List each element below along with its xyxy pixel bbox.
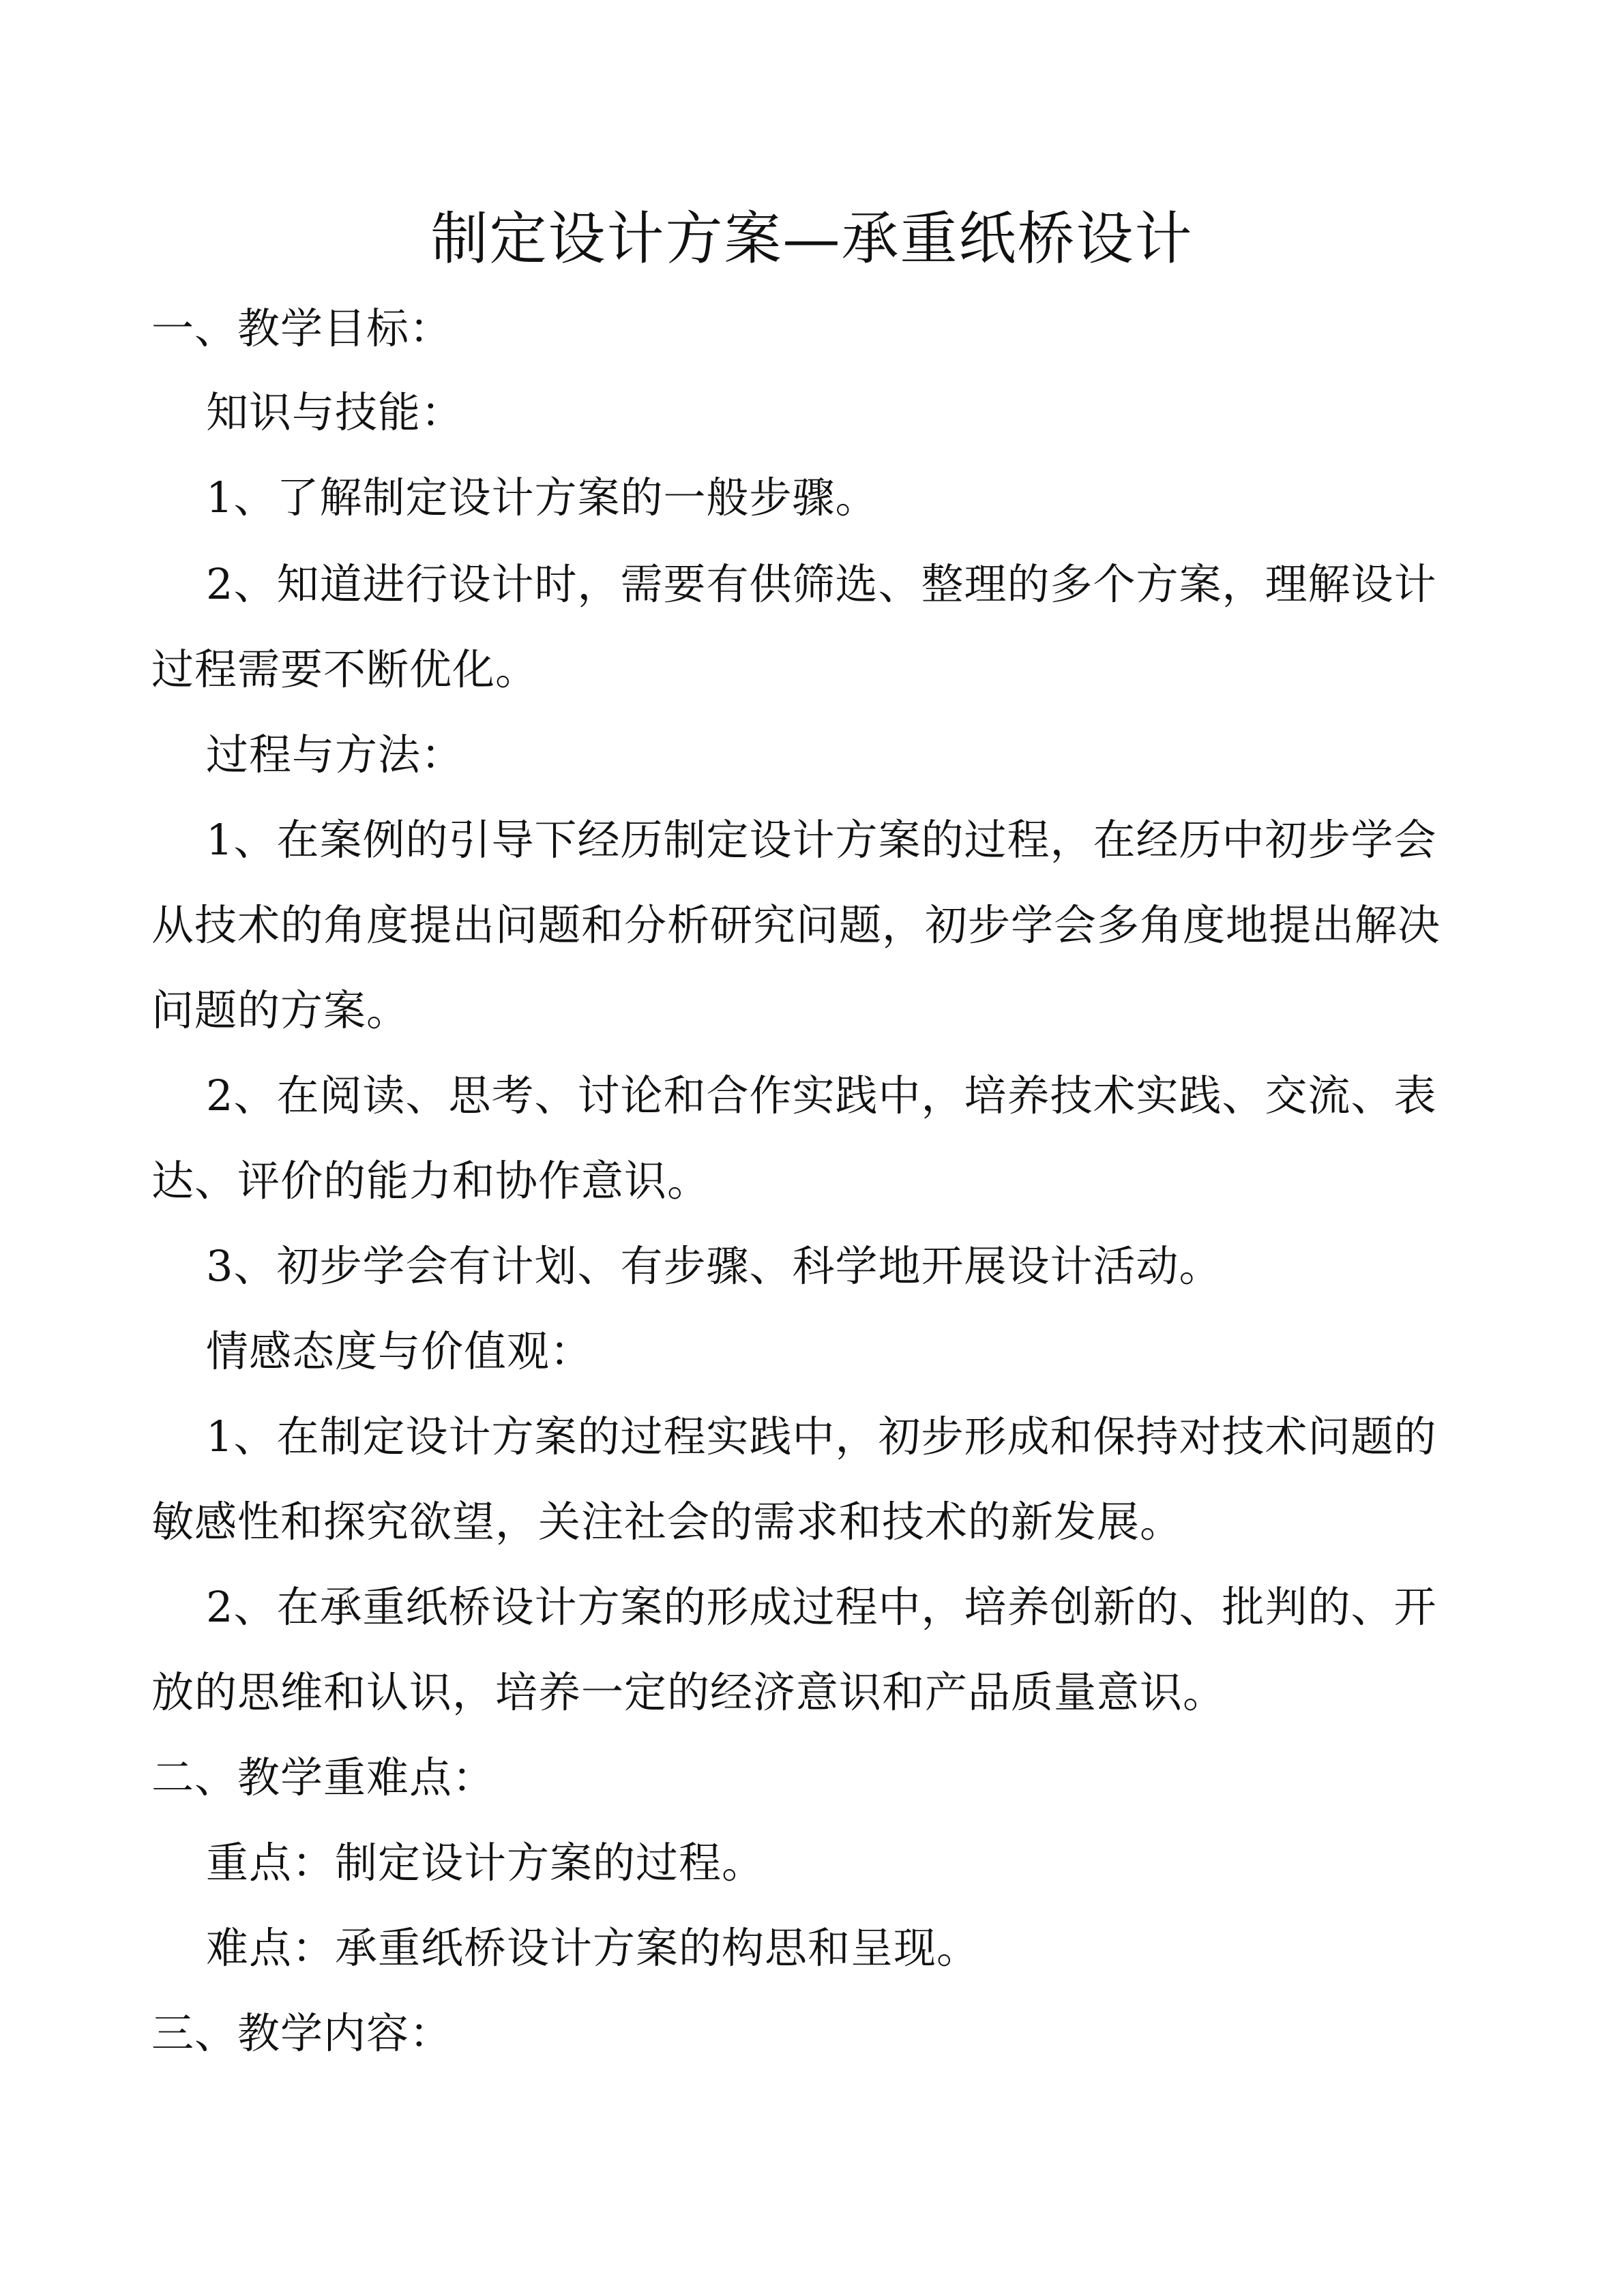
section-heading-teaching-content: 三、教学内容： <box>151 2008 453 2058</box>
section-heading-key-difficult-points: 二、教学重难点： <box>151 1753 496 1802</box>
paragraph-line: 放的思维和认识，培养一定的经济意识和产品质量意识。 <box>151 1667 1226 1717</box>
paragraph-line: 1、在案例的引导下经历制定设计方案的过程，在经历中初步学会 <box>206 815 1437 865</box>
subheading-process-methods: 过程与方法： <box>206 730 464 779</box>
subheading-knowledge-skills: 知识与技能： <box>206 387 464 437</box>
paragraph-line: 过程需要不断优化。 <box>151 644 539 694</box>
paragraph-line: 2、在阅读、思考、讨论和合作实践中，培养技术实践、交流、表 <box>206 1071 1437 1120</box>
paragraph-line: 敏感性和探究欲望，关注社会的需求和技术的新发展。 <box>151 1497 1183 1547</box>
paragraph-line: 2、在承重纸桥设计方案的形成过程中，培养创新的、批判的、开 <box>206 1582 1437 1632</box>
paragraph-line: 问题的方案。 <box>151 985 410 1035</box>
paragraph-line: 从技术的角度提出问题和分析研究问题，初步学会多角度地提出解决 <box>151 900 1441 950</box>
paragraph-line: 重点：制定设计方案的过程。 <box>206 1838 765 1888</box>
paragraph-line: 3、初步学会有计划、有步骤、科学地开展设计活动。 <box>206 1241 1222 1291</box>
paragraph-line: 难点：承重纸桥设计方案的构思和呈现。 <box>206 1923 980 1973</box>
paragraph-line: 2、知道进行设计时，需要有供筛选、整理的多个方案，理解设计 <box>206 559 1437 609</box>
section-heading-objectives: 一、教学目标： <box>151 303 453 353</box>
subheading-attitudes-values: 情感态度与价值观： <box>206 1326 593 1376</box>
document-title: 制定设计方案—承重纸桥设计 <box>430 205 1194 272</box>
paragraph-line: 达、评价的能力和协作意识。 <box>151 1156 711 1206</box>
paragraph-line: 1、在制定设计方案的过程实践中，初步形成和保持对技术问题的 <box>206 1412 1437 1461</box>
paragraph-line: 1、了解制定设计方案的一般步骤。 <box>206 473 879 522</box>
